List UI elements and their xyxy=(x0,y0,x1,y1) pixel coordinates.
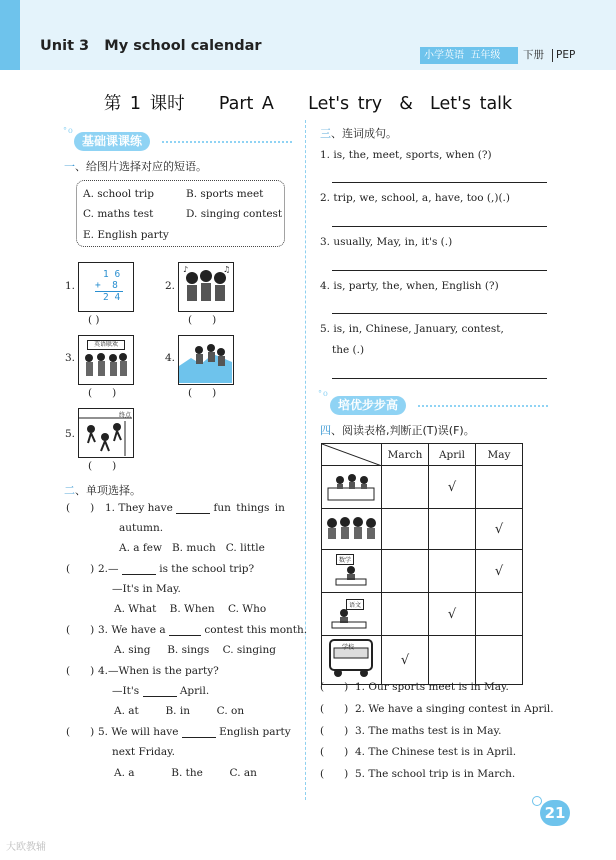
race-picture xyxy=(78,408,134,458)
q2-options xyxy=(114,603,266,615)
month-header: March xyxy=(382,444,429,466)
statement: 3. The maths test is in May. xyxy=(355,725,502,737)
option-c: C. maths test xyxy=(83,208,154,220)
q4-number: 四 xyxy=(320,424,331,437)
unit-title: Unit 3 My school calendar xyxy=(40,38,262,54)
answer-paren[interactable]: ( ) xyxy=(66,665,95,677)
option-b: B. sports meet xyxy=(186,188,264,200)
table-cell xyxy=(476,593,523,636)
table-row xyxy=(322,550,523,593)
answer-line[interactable] xyxy=(332,378,547,379)
choice-c: C. an xyxy=(229,767,257,779)
table-cell xyxy=(429,636,476,685)
item-number: 1. xyxy=(65,280,76,292)
item-number: 2. xyxy=(165,280,176,292)
q2-item xyxy=(105,502,285,514)
q2-options xyxy=(114,767,257,779)
answer-line[interactable] xyxy=(332,182,547,183)
answer-paren[interactable]: ( ) xyxy=(188,314,217,326)
answer-paren[interactable]: ( ) xyxy=(66,502,95,514)
header-tab xyxy=(0,0,20,70)
section-banner-basic: 基础课课练 xyxy=(74,132,150,151)
q2-item-text: fun things in xyxy=(213,502,285,514)
choice-a: A. at xyxy=(114,705,139,717)
answer-paren[interactable]: ( ) xyxy=(66,726,95,738)
q2-item xyxy=(98,624,307,636)
choice-c: C. on xyxy=(216,705,245,717)
answer-paren[interactable]: ( ) xyxy=(320,725,349,737)
statement: 5. The school trip is in March. xyxy=(355,768,516,780)
table-cell xyxy=(382,593,429,636)
option-d: D. singing contest xyxy=(186,208,283,220)
choice-a: A. What xyxy=(114,603,157,615)
q2-number: 二 xyxy=(64,484,75,497)
q2-item-text: next Friday. xyxy=(112,746,175,758)
q2-item-number: 5. xyxy=(98,726,109,738)
singers-icon xyxy=(179,263,232,310)
answer-paren[interactable]: ( ) xyxy=(320,681,349,693)
party-icon xyxy=(322,509,380,545)
choice-b: B. sings xyxy=(167,644,210,656)
choice-c: C. Who xyxy=(227,603,267,615)
q2-item-text: — xyxy=(108,563,119,575)
q3-title: 连词成句。 xyxy=(342,127,397,140)
q2-item xyxy=(98,563,254,575)
row-picture xyxy=(322,509,382,550)
choice-c: C. singing xyxy=(222,644,276,656)
q4-title: 阅读表格,判断正(T)误(F)。 xyxy=(342,424,475,437)
fill-blank[interactable] xyxy=(176,513,210,514)
q2-item-text: English party xyxy=(219,726,291,738)
lesson-title: 第 1 课时 Part A Let's try & Let's talk xyxy=(103,94,513,114)
table-cell xyxy=(382,466,429,509)
row-picture xyxy=(322,593,382,636)
q2-item-number: 4. xyxy=(98,665,109,677)
q2-options xyxy=(119,542,265,554)
volume-label: 下册 xyxy=(523,49,544,61)
svg-text:♫: ♫ xyxy=(223,265,231,274)
header-separator xyxy=(552,49,553,62)
month-header: May xyxy=(476,444,523,466)
statement: 2. We have a singing contest in April. xyxy=(355,703,554,715)
q2-options xyxy=(114,705,244,717)
q3-heading: 三、连词成句。 xyxy=(320,127,397,140)
q2-item-text: We will have xyxy=(111,726,179,738)
q4-heading: 四、阅读表格,判断正(T)误(F)。 xyxy=(320,424,475,437)
table-header-row xyxy=(322,444,523,466)
table-cell xyxy=(382,509,429,550)
q3-item-cont: the (.) xyxy=(332,344,365,356)
q3-item: 5. is, in, Chinese, January, contest, xyxy=(320,323,504,335)
option-e: E. English party xyxy=(83,229,169,241)
answer-paren[interactable]: ( ) xyxy=(320,768,349,780)
q2-item-number: 2. xyxy=(98,563,109,575)
choice-a: A. a few xyxy=(119,542,162,554)
math-line: 1 6 xyxy=(103,269,121,280)
statement: 4. The Chinese test is in April. xyxy=(355,746,517,758)
q2-item xyxy=(98,726,291,738)
q2-item-text: —It's in May. xyxy=(112,583,181,595)
bubble-decoration: °o xyxy=(63,126,74,135)
math-line: + 8 xyxy=(95,280,118,291)
column-divider xyxy=(305,120,306,800)
party-sign: 英语联欢 xyxy=(87,340,125,350)
diagonal-line xyxy=(322,444,382,466)
option-a: A. school trip xyxy=(83,188,154,200)
trip-picture xyxy=(178,335,234,385)
q2-item-text: We have a xyxy=(111,624,166,636)
q3-number: 三 xyxy=(320,127,331,140)
bubble-decoration: °o xyxy=(318,389,329,398)
table-cell xyxy=(429,509,476,550)
answer-paren[interactable]: ( ) xyxy=(66,563,95,575)
q1-title: 给图片选择对应的短语。 xyxy=(86,160,207,173)
row-picture xyxy=(322,636,382,685)
fill-blank[interactable] xyxy=(169,635,201,636)
finish-sign: 终点 xyxy=(118,412,131,419)
answer-paren[interactable]: ( ) xyxy=(88,314,100,326)
fill-blank[interactable] xyxy=(143,696,177,697)
math-line: 2 4 xyxy=(95,291,123,303)
choice-c: C. little xyxy=(225,542,265,554)
q3-item: 4. is, party, the, when, English (?) xyxy=(320,280,499,292)
answer-line[interactable] xyxy=(332,270,547,271)
chinese-sign: 语文 xyxy=(346,599,364,610)
choice-b: B. much xyxy=(171,542,216,554)
item-number: 3. xyxy=(65,352,76,364)
table-row xyxy=(322,636,523,685)
q2-item-text: contest this month. xyxy=(204,624,308,636)
q2-item-number: 3. xyxy=(98,624,109,636)
q2-item-text: —When is the party? xyxy=(108,665,219,677)
table-cell xyxy=(382,550,429,593)
section-banner-advanced: 培优步步高 xyxy=(330,396,406,415)
answer-paren[interactable]: ( ) xyxy=(320,746,349,758)
choice-b: B. the xyxy=(171,767,203,779)
item-number: 5. xyxy=(65,428,76,440)
page-number: 21 xyxy=(540,800,570,826)
choice-a: A. sing xyxy=(114,644,151,656)
q2-options xyxy=(114,644,276,656)
choice-b: B. When xyxy=(169,603,215,615)
answer-paren[interactable]: ( ) xyxy=(88,460,117,472)
watermark: 大欧教辅 xyxy=(6,842,46,853)
check-mark: √ xyxy=(429,593,476,636)
row-picture xyxy=(322,466,382,509)
q1-heading: 一、给图片选择对应的短语。 xyxy=(64,160,207,173)
check-mark: √ xyxy=(476,550,523,593)
table-cell xyxy=(429,550,476,593)
reading-table xyxy=(321,443,523,685)
q3-item: 2. trip, we, school, a, have, too (,)(.) xyxy=(320,192,510,204)
q2-item-text: —It's xyxy=(112,685,140,697)
math-picture xyxy=(78,262,134,312)
page-bubble xyxy=(532,796,542,806)
fill-blank[interactable] xyxy=(182,737,216,738)
q2-heading: 二、单项选择。 xyxy=(64,484,141,497)
edition-label: PEP xyxy=(556,49,576,61)
grade-badge: 小学英语 五年级 xyxy=(420,47,518,64)
answer-paren[interactable]: ( ) xyxy=(66,624,95,636)
singers-picture xyxy=(178,262,234,312)
singing-contest-icon xyxy=(322,466,380,504)
check-mark: √ xyxy=(382,636,429,685)
table-row xyxy=(322,509,523,550)
q2-item-number: 1. xyxy=(105,502,116,514)
trip-icon xyxy=(179,336,232,383)
svg-text:♪: ♪ xyxy=(183,265,189,274)
answer-line[interactable] xyxy=(332,313,547,314)
bus-sign: 学校 xyxy=(342,644,355,651)
answer-paren[interactable]: ( ) xyxy=(88,387,117,399)
table-row xyxy=(322,593,523,636)
item-number: 4. xyxy=(165,352,176,364)
banner-dots xyxy=(418,405,548,407)
fill-blank[interactable] xyxy=(122,574,156,575)
month-header: April xyxy=(429,444,476,466)
table-corner xyxy=(322,444,382,466)
q1-number: 一 xyxy=(64,160,75,173)
children-icon xyxy=(79,350,132,382)
check-mark: √ xyxy=(429,466,476,509)
answer-paren[interactable]: ( ) xyxy=(188,387,217,399)
q2-item-text: autumn. xyxy=(119,522,164,534)
party-picture xyxy=(78,335,134,385)
q3-item: 1. is, the, meet, sports, when (?) xyxy=(320,149,492,161)
banner-dots xyxy=(162,141,292,143)
answer-paren[interactable]: ( ) xyxy=(320,703,349,715)
row-picture xyxy=(322,550,382,593)
q2-item-line xyxy=(112,685,209,697)
q2-item-text: April. xyxy=(179,685,210,697)
choice-a: A. a xyxy=(114,767,135,779)
check-mark: √ xyxy=(476,509,523,550)
q2-item-text: They have xyxy=(118,502,173,514)
q3-item: 3. usually, May, in, it's (.) xyxy=(320,236,453,248)
choice-b: B. in xyxy=(165,705,190,717)
statement: 1. Our sports meet is in May. xyxy=(355,681,509,693)
q2-item-text: is the school trip? xyxy=(159,563,255,575)
q2-title: 单项选择。 xyxy=(86,484,141,497)
math-sign: 数学 xyxy=(336,554,354,565)
table-cell xyxy=(476,636,523,685)
q2-item xyxy=(98,665,219,677)
table-cell xyxy=(476,466,523,509)
table-row xyxy=(322,466,523,509)
answer-line[interactable] xyxy=(332,226,547,227)
